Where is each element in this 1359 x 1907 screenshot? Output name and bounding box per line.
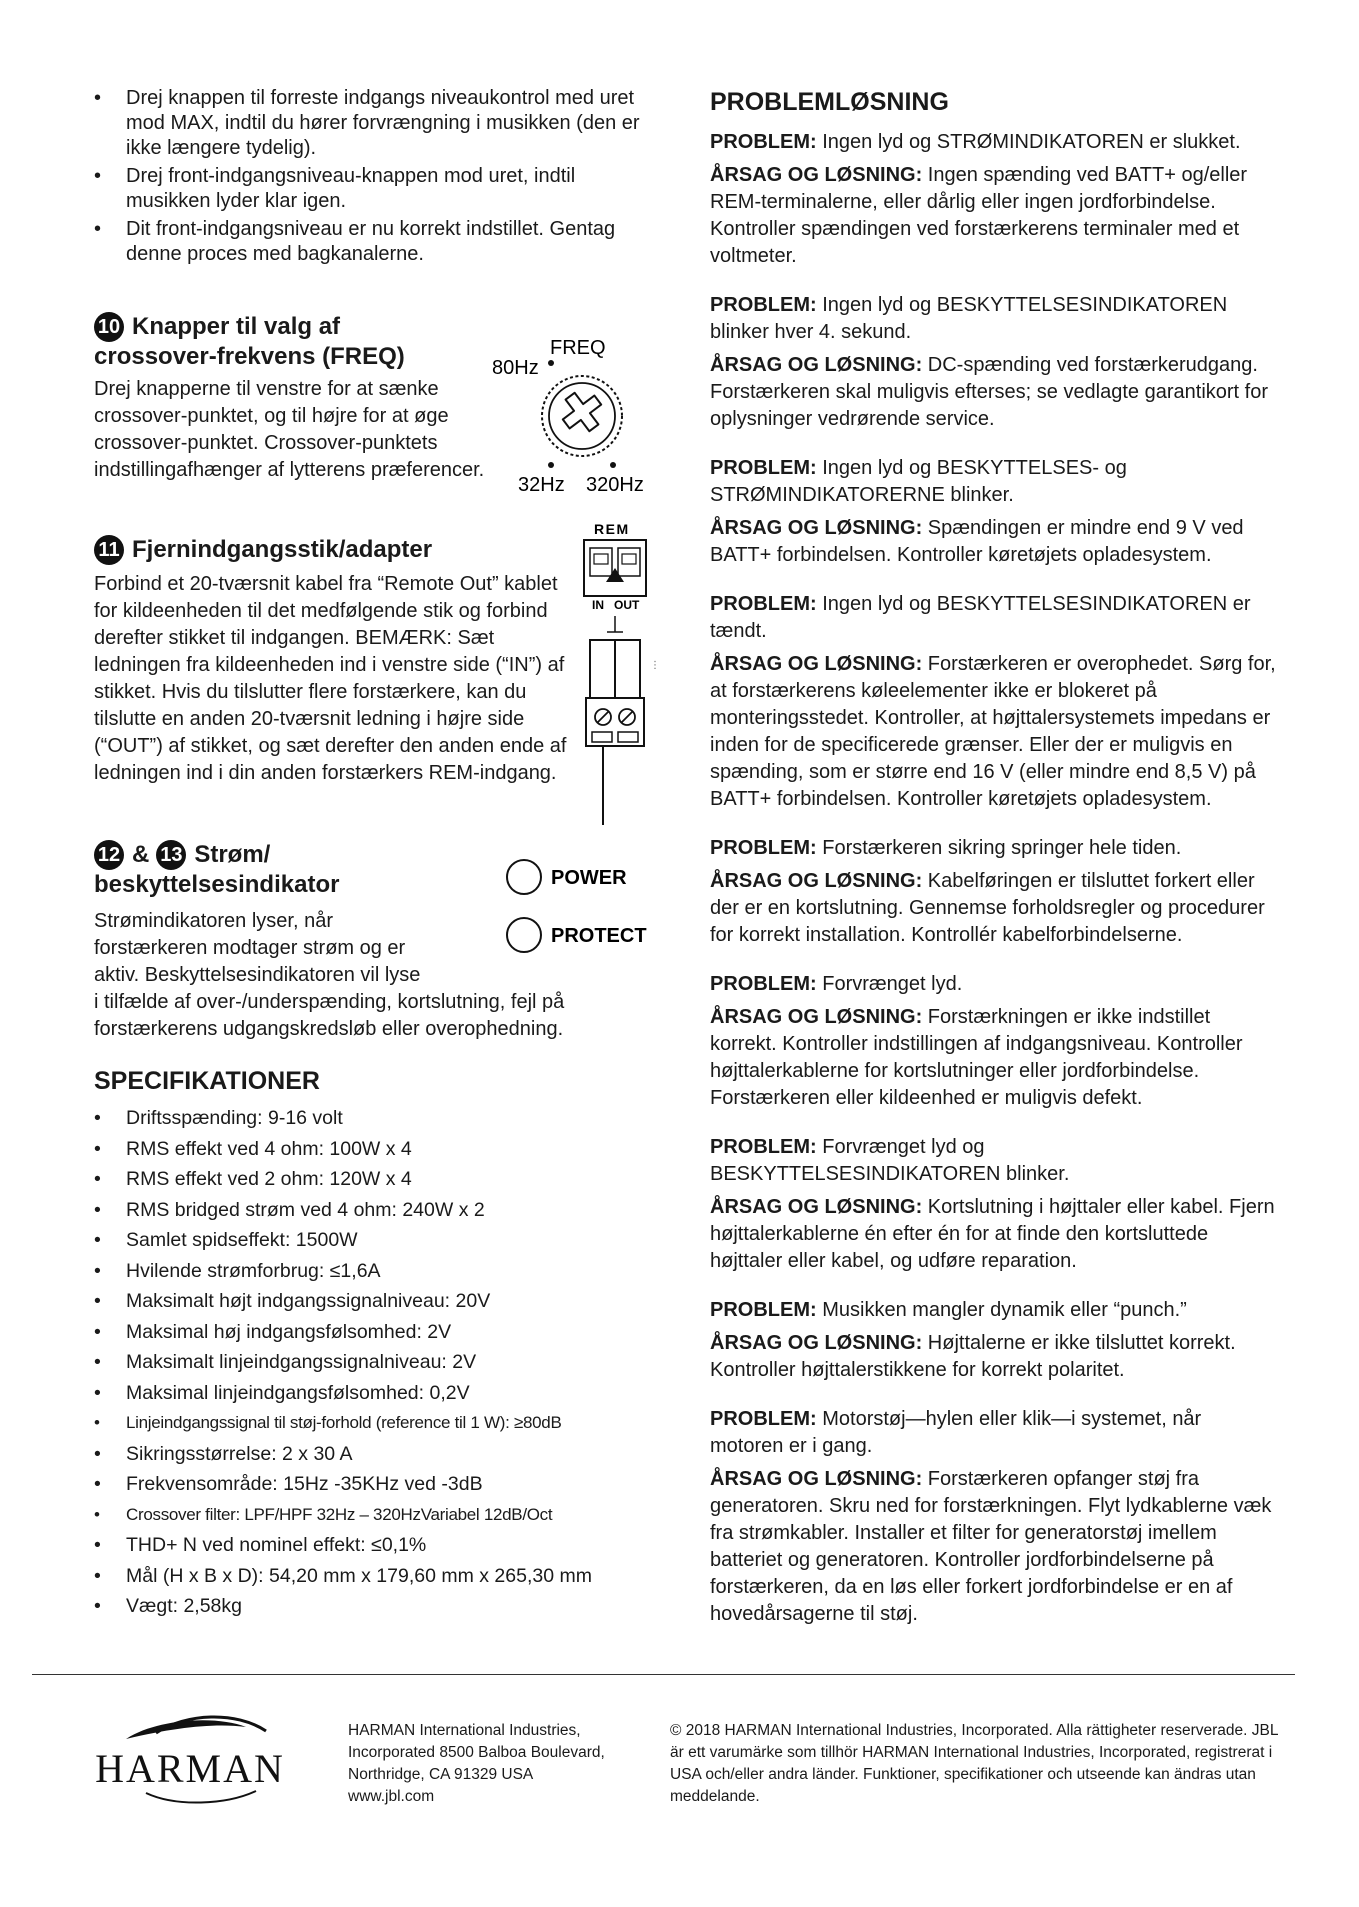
problem-label: PROBLEM: (710, 1136, 817, 1158)
cause-line (710, 1194, 1280, 1275)
spec-item: • Vægt: 2,58kg (94, 1591, 654, 1622)
intro-bullet-list (94, 86, 654, 270)
troubleshooting-title: PROBLEMLØSNING (710, 88, 949, 116)
problem-list (710, 129, 1280, 1628)
cause-label: ÅRSAG OG LØSNING: (710, 1196, 923, 1218)
problem-label: PROBLEM: (710, 131, 817, 153)
freq-knob-icon (542, 376, 622, 456)
cause-text: Forstærkeren er overophedet. Sørg for, at forstærkerens køleelementer ikke er blokeret på monteringsstedet. Kontroller, at højttalersystemets impedans er inden for de specificerede grænser. Eller der er muligvis en spænding, som er større end 16 V (eller mindre end 8,5 V) på BATT+ forbindelsen. Kontroller køretøjets opladesystem. (710, 653, 1276, 810)
cause-line (710, 352, 1280, 433)
troubleshooting-section (710, 86, 1280, 1650)
spec-item: • RMS effekt ved 4 ohm: 100W x 4 (94, 1134, 654, 1165)
problem-line (710, 455, 1280, 509)
problem-line (710, 835, 1280, 862)
spec-item: • Maksimalt højt indgangssignalniveau: 20V (94, 1286, 654, 1317)
cause-label: ÅRSAG OG LØSNING: (710, 870, 923, 892)
harman-logo (86, 1705, 296, 1815)
freq-label: FREQ (550, 337, 606, 359)
section-title-text: Fjernindgangsstik/adapter (132, 536, 433, 563)
problem-label: PROBLEM: (710, 593, 817, 615)
problem-line (710, 1406, 1280, 1460)
problem-text: Forstærkeren sikring springer hele tiden. (822, 837, 1182, 859)
spec-item: • Frekvensområde: 15Hz -35KHz ved -3dB (94, 1469, 654, 1500)
section-title-line1: Knapper til valg af (132, 313, 341, 340)
problem-block (710, 129, 1280, 270)
spec-item: • Maksimal linjeindgangsfølsomhed: 0,2V (94, 1378, 654, 1409)
power-label: POWER (551, 867, 627, 889)
section-power-protect-indicator (94, 840, 654, 1043)
problem-text: Ingen lyd og STRØMINDIKATOREN er slukket. (822, 131, 1241, 153)
section-remote-input (94, 521, 660, 787)
section-title (94, 312, 494, 342)
rem-out-label: OUT (614, 598, 640, 612)
spec-item: • Sikringsstørrelse: 2 x 30 A (94, 1439, 654, 1470)
section-crossover-frequency (94, 312, 654, 496)
section-body: Forbind et 20-tværsnit kabel fra “Remote Out” kablet for kildeenheden til det medfølgende stik og forbind derefter stikket til indgangen. BEMÆRK: Sæt ledningen fra kildeenheden ind i venstre side (“IN”) af stikket. Hvis du tilslutter flere forstærkere, kan du tilslutte en anden 20-tværsnit ledning i højre side (“OUT”) af stikket, og sæt derefter den anden ende af ledningen ind i din anden forstærkers REM-indgang. (94, 573, 567, 784)
specifications-section (94, 1065, 654, 1622)
cause-line (710, 515, 1280, 569)
cause-text: DC-spænding ved forstærkerudgang. Forstærkeren skal muligvis efterses; se vedlagte garantikort for oplysninger vedrørende service. (710, 354, 1268, 430)
cause-line (710, 868, 1280, 949)
problem-text: Ingen lyd og BESKYTTELSESINDIKATOREN blinker hver 4. sekund. (710, 294, 1228, 343)
spec-item: • Maksimal høj indgangsfølsomhed: 2V (94, 1317, 654, 1348)
intro-bullet: • Drej front-indgangsniveau-knappen mod uret, indtil musikken lyder klar igen. (94, 164, 654, 214)
cause-line (710, 1330, 1280, 1384)
problem-block (710, 1406, 1280, 1628)
cause-text: Forstærkningen er ikke indstillet korrekt. Kontroller indstillingen af indgangsniveau. Kontroller højttalerkablerne for kortslutninger eller jordforbindelse. Forstærkeren eller kildeenhed er muligvis defekt. (710, 1006, 1243, 1109)
problem-text: Musikken mangler dynamik eller “punch.” (822, 1299, 1187, 1321)
section-title-line2: crossover-frekvens (FREQ) (94, 343, 405, 370)
body-line: forstærkeren modtager strøm og er (94, 937, 406, 959)
cause-line (710, 1466, 1280, 1628)
problem-line (710, 1134, 1280, 1188)
problem-text: Forvrænget lyd. (822, 973, 963, 995)
specifications-list (94, 1103, 654, 1622)
problem-line (710, 1297, 1280, 1324)
problem-label: PROBLEM: (710, 294, 817, 316)
problem-block (710, 591, 1280, 813)
power-led-icon (507, 860, 541, 894)
spec-item: • RMS effekt ved 2 ohm: 120W x 4 (94, 1164, 654, 1195)
problem-block (710, 971, 1280, 1112)
problem-block (710, 292, 1280, 433)
problem-text: Ingen lyd og BESKYTTELSESINDIKATOREN er tændt. (710, 593, 1251, 642)
cause-text: Ingen spænding ved BATT+ og/eller REM-terminalerne, eller dårlig eller ingen jordforbindelse. Kontroller spændingen ved forstærkerens terminaler med et voltmeter. (710, 164, 1248, 267)
rem-port-icon (584, 540, 646, 596)
section-number-badge: 11 (94, 535, 124, 565)
problem-label: PROBLEM: (710, 1299, 817, 1321)
cause-text: Spændingen er mindre end 9 V ved BATT+ forbindelsen. Kontroller køretøjets opladesystem. (710, 517, 1244, 566)
problem-block (710, 1134, 1280, 1275)
rem-label: REM (594, 521, 630, 537)
spec-item: • Driftsspænding: 9-16 volt (94, 1103, 654, 1134)
section-number-badge: 10 (94, 312, 124, 342)
rem-connector-figure (564, 520, 674, 840)
problem-label: PROBLEM: (710, 457, 817, 479)
cause-label: ÅRSAG OG LØSNING: (710, 1332, 923, 1354)
section-number-badge: 12 (94, 840, 124, 870)
freq-knob-figure (492, 328, 662, 498)
footer-copyright: © 2018 HARMAN International Industries, Incorporated. Alla rättigheter reserverade. JBL är ett varumärke som tillhör HARMAN International Industries, Incorporated, registrerat i USA och/eller andra länder. Funktioner, specifikationer och utseende kan ändras utan meddelande. (670, 1722, 1278, 1805)
section-title-line1: Strøm/ (194, 841, 271, 868)
problem-line (710, 292, 1280, 346)
protect-led-icon (507, 918, 541, 952)
cause-line (710, 651, 1280, 813)
harman-logo-text: HARMAN (95, 1746, 285, 1791)
problem-block (710, 455, 1280, 569)
spec-item: • Hvilende strømforbrug: ≤1,6A (94, 1256, 654, 1287)
problem-label: PROBLEM: (710, 973, 817, 995)
problem-line (710, 129, 1280, 156)
footer-address: HARMAN International Industries, Incorporated 8500 Balboa Boulevard, Northridge, CA 91329 USA www.jbl.com (348, 1722, 605, 1805)
cause-text: Kortslutning i højttaler eller kabel. Fjern højttalerkablerne én efter én for at finde den kortsluttede højttaler eller kabel, og udføre reparation. (710, 1196, 1275, 1272)
section-body: Drej knapperne til venstre for at sænke crossover-punktet, og til højre for at øge crossover-punktet. Crossover-punktets indstillingafhænger af lytterens præferencer. (94, 378, 485, 481)
problem-label: PROBLEM: (710, 837, 817, 859)
cause-label: ÅRSAG OG LØSNING: (710, 653, 923, 675)
spec-item: • RMS bridged strøm ved 4 ohm: 240W x 2 (94, 1195, 654, 1226)
spec-item: • Crossover filter: LPF/HPF 32Hz – 320HzVariabel 12dB/Oct (94, 1500, 654, 1531)
cause-line (710, 162, 1280, 270)
body-line: aktiv. Beskyttelsesindikatoren vil lyse (94, 964, 421, 986)
spec-item: • Maksimalt linjeindgangssignalniveau: 2V (94, 1347, 654, 1378)
ampersand: & (132, 841, 150, 868)
specifications-title: SPECIFIKATIONER (94, 1067, 320, 1095)
cause-label: ÅRSAG OG LØSNING: (710, 517, 923, 539)
cause-text: Kabelføringen er tilsluttet forkert eller der er en kortslutning. Gennemse forholdsregler og procedurer for korrekt installation. Kontrollér kabelforbindelserne. (710, 870, 1265, 946)
section-title-line2: beskyttelsesindikator (94, 871, 340, 898)
protect-label: PROTECT (551, 925, 647, 947)
intro-bullet: • Dit front-indgangsniveau er nu korrekt indstillet. Gentag denne proces med bagkanalerne. (94, 217, 654, 267)
cause-text: Forstærkeren opfanger støj fra generatoren. Skru ned for forstærkningen. Flyt lydkablerne væk fra strømkabler. Installer et filter for generatorstøj imellem batteriet og generatoren. Kontroller jordforbindelserne på forstærkeren, da en løs eller forkert jordforbindelse er en af hovedårsagerne til støj. (710, 1468, 1272, 1625)
problem-block (710, 835, 1280, 949)
freq-32hz-label: 32Hz (518, 474, 565, 496)
cause-text: Højttalerne er ikke tilsluttet korrekt. Kontroller højttalerstikkene for korrekt polaritet. (710, 1332, 1236, 1381)
spec-item: • Samlet spidseffekt: 1500W (94, 1225, 654, 1256)
svg-text:⋮: ⋮ (650, 660, 660, 671)
body-line: Strømindikatoren lyser, når (94, 910, 333, 932)
footer-divider (32, 1674, 1295, 1675)
problem-line (710, 971, 1280, 998)
problem-block (710, 1297, 1280, 1384)
cause-label: ÅRSAG OG LØSNING: (710, 1468, 923, 1490)
cause-label: ÅRSAG OG LØSNING: (710, 354, 923, 376)
problem-text: Motorstøj—hylen eller klik—i systemet, når motoren er i gang. (710, 1408, 1202, 1457)
freq-320hz-label: 320Hz (586, 474, 644, 496)
problem-text: Forvrænget lyd og BESKYTTELSESINDIKATOREN blinker. (710, 1136, 1070, 1185)
cause-label: ÅRSAG OG LØSNING: (710, 1006, 923, 1028)
intro-bullet: • Drej knappen til forreste indgangs niveaukontrol med uret mod MAX, indtil du hører forvrængning i musikken (den er ikke længere tydelig). (94, 86, 654, 161)
spec-item: • THD+ N ved nominel effekt: ≤0,1% (94, 1530, 654, 1561)
indicator-figure (504, 855, 674, 965)
problem-text: Ingen lyd og BESKYTTELSES- og STRØMINDIKATORERNE blinker. (710, 457, 1127, 506)
freq-80hz-label: 80Hz (492, 357, 539, 379)
spec-item: • Mål (H x B x D): 54,20 mm x 179,60 mm x 265,30 mm (94, 1561, 654, 1592)
problem-label: PROBLEM: (710, 1408, 817, 1430)
body-line: i tilfælde af over-/underspænding, kortslutning, fejl på forstærkerens udgangskredsløb eller overophedning. (94, 991, 565, 1040)
rem-plug-icon (586, 640, 660, 825)
spec-item: • Linjeindgangssignal til støj-forhold (reference til 1 W): ≥80dB (94, 1408, 654, 1439)
cause-label: ÅRSAG OG LØSNING: (710, 164, 923, 186)
section-number-badge: 13 (156, 840, 186, 870)
cause-line (710, 1004, 1280, 1112)
rem-in-label: IN (592, 598, 604, 612)
problem-line (710, 591, 1280, 645)
